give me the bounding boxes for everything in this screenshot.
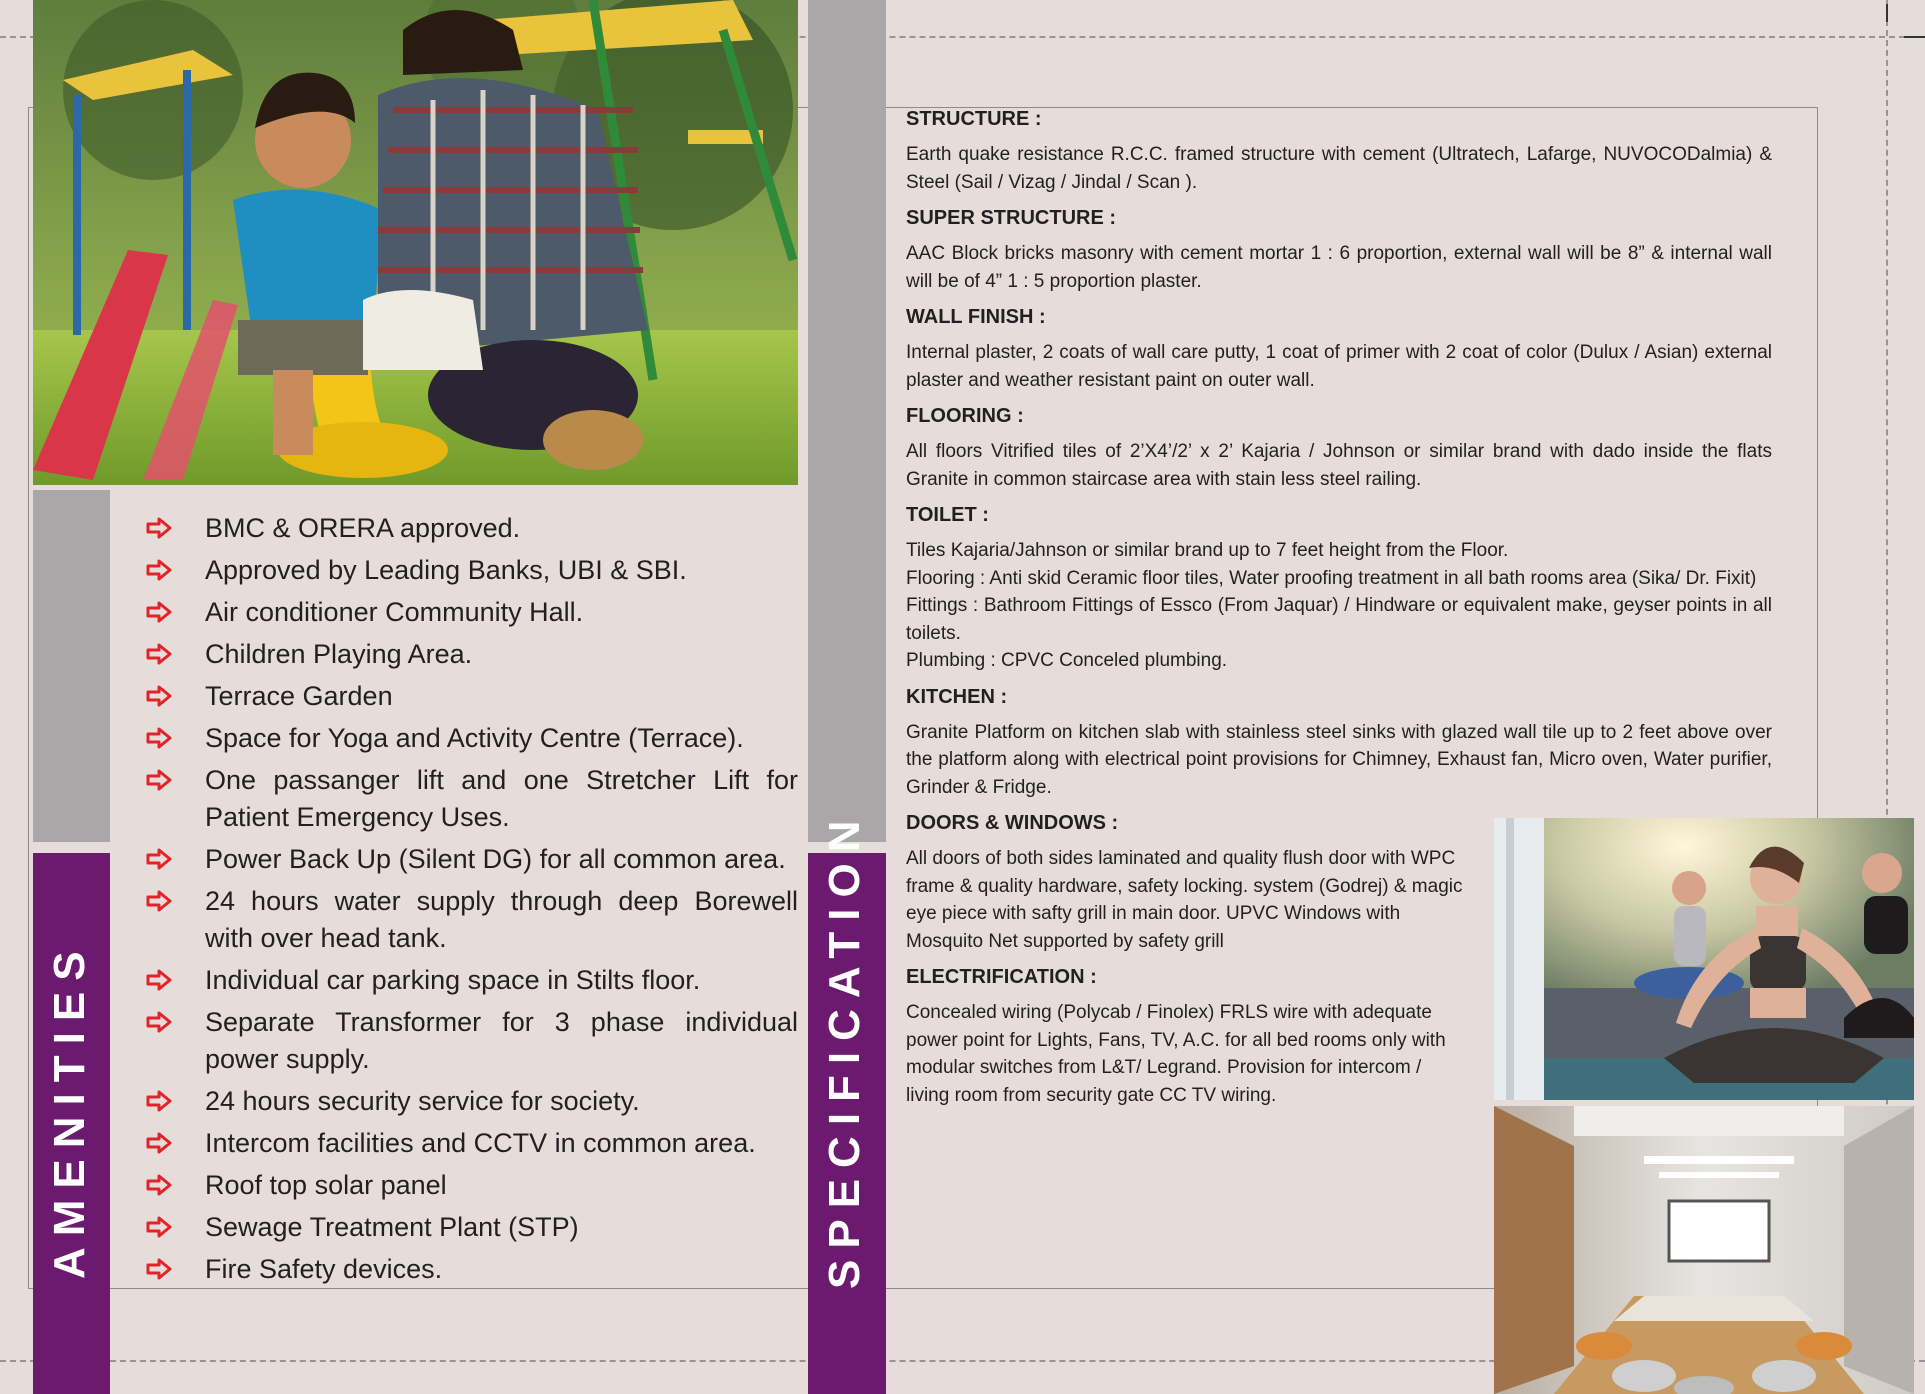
- amenity-item: [142, 552, 798, 589]
- spec-toilet-fittings: Fittings : Bathroom Fittings of Essco (From Jaquar) / Hindware or equivalent make, geyser points in all toilets.: [906, 595, 1772, 644]
- spec-kitchen-heading: KITCHEN :: [906, 685, 1008, 708]
- amenity-item: [142, 510, 798, 547]
- arrow-right-outline-icon: [146, 727, 172, 749]
- amenity-text: 24 hours security service for society.: [205, 1086, 640, 1116]
- spec-wall-finish: [906, 304, 1772, 394]
- arrow-right-outline-icon: [146, 1258, 172, 1280]
- spec-toilet-flooring: Flooring : Anti skid Ceramic floor tiles, Water proofing treatment in all bath rooms area (Sika/ Dr. Fixit): [906, 567, 1757, 589]
- arrow-right-outline-icon: [146, 1132, 172, 1154]
- spec-kitchen-body: Granite Platform on kitchen slab with stainless steel sinks with glazed wall tile up to 2 feet above over the platform along with electrical point provisions for Chimney, Exhaust fan, Micro oven, Water purifier, Grinder & Fridge.: [906, 721, 1772, 798]
- specification-purple-bar: [808, 809, 886, 1394]
- amenity-item: [142, 594, 798, 631]
- arrow-right-outline-icon: [146, 1090, 172, 1112]
- amenity-item: [142, 1083, 798, 1120]
- amenity-item: [142, 1167, 798, 1204]
- crop-mark-top-right: [1886, 4, 1888, 22]
- crop-mark-right: [1904, 36, 1925, 38]
- arrow-right-outline-icon: [146, 601, 172, 623]
- arrow-right-outline-icon: [146, 890, 172, 912]
- spec-electrification-body: Concealed wiring (Polycab / Finolex) FRLS wire with adequate power point for Lights, Fans, TV, A.C. for all bed rooms only with modular switches from L&T/ Legrand. Provision for intercom / living room from security gate CC TV wiring.: [906, 1002, 1446, 1106]
- spec-super-structure-heading: SUPER STRUCTURE :: [906, 207, 1117, 229]
- spec-super-structure: [906, 205, 1772, 295]
- spec-doors-windows-body: All doors of both sides laminated and quality flush door with WPC frame & quality hardware, safety locking. system (Godrej) & magic eye piece with safty grill in main door. UPVC Windows with Mosquito Net supported by safety grill: [906, 848, 1463, 952]
- specification-gray-bar: [808, 0, 886, 842]
- spec-flooring-body: All floors Vitrified tiles of 2’X4’/2’ x 2’ Kajaria / Johnson or similar brand with dado inside the flats Granite in common staircase area with stain less steel railing.: [906, 441, 1772, 490]
- amenity-item: [142, 1004, 798, 1078]
- spec-toilet-body: [906, 537, 1772, 675]
- amenity-text: Air conditioner Community Hall.: [205, 597, 584, 627]
- spec-toilet-heading: TOILET :: [906, 504, 989, 526]
- spec-wall-finish-heading: WALL FINISH :: [906, 306, 1046, 328]
- amenities-purple-bar: [33, 853, 110, 1394]
- conference-room-photo: [1494, 1106, 1914, 1394]
- yoga-class-photo: [1494, 818, 1914, 1100]
- spec-toilet: [906, 502, 1772, 675]
- arrow-right-outline-icon: [146, 1216, 172, 1238]
- amenity-text: Terrace Garden: [205, 681, 393, 711]
- amenities-vertical-label: AMENITIES: [45, 940, 94, 1279]
- amenity-item: [142, 1209, 798, 1246]
- arrow-right-outline-icon: [146, 643, 172, 665]
- spec-toilet-tiles: Tiles Kajaria/Jahnson or similar brand up to 7 feet height from the Floor.: [906, 540, 1509, 561]
- spec-flooring: [906, 403, 1772, 493]
- amenity-item: [142, 1125, 798, 1162]
- spec-electrification-heading: ELECTRIFICATION :: [906, 966, 1097, 988]
- amenity-item: [142, 636, 798, 673]
- spec-kitchen: [906, 684, 1772, 802]
- amenity-text: Sewage Treatment Plant (STP): [205, 1212, 579, 1242]
- amenity-text: 24 hours water supply through deep Borewell with over head tank.: [205, 886, 798, 953]
- amenity-item: [142, 962, 798, 999]
- amenity-text: Power Back Up (Silent DG) for all common area.: [205, 844, 786, 874]
- spec-structure-body: Earth quake resistance R.C.C. framed structure with cement (Ultratech, Lafarge, NUVOCODalmia) & Steel (Sail / Vizag / Jindal / Scan ).: [906, 144, 1772, 193]
- arrow-right-outline-icon: [146, 559, 172, 581]
- amenity-text: Space for Yoga and Activity Centre (Terrace).: [205, 723, 744, 753]
- amenity-text: Fire Safety devices.: [205, 1254, 443, 1284]
- amenity-text: Intercom facilities and CCTV in common area.: [205, 1128, 756, 1158]
- spec-super-structure-body: AAC Block bricks masonry with cement mortar 1 : 6 proportion, external wall will be 8” & internal wall will be of 4” 1 : 5 proportion plaster.: [906, 243, 1772, 292]
- amenity-item: [142, 762, 798, 836]
- amenity-text: Separate Transformer for 3 phase individual power supply.: [205, 1007, 798, 1074]
- spec-structure-heading: STRUCTURE :: [906, 108, 1042, 130]
- arrow-right-outline-icon: [146, 848, 172, 870]
- arrow-right-outline-icon: [146, 1174, 172, 1196]
- amenity-item: [142, 883, 798, 957]
- amenity-item: [142, 841, 798, 878]
- spec-flooring-heading: FLOORING :: [906, 405, 1024, 427]
- amenity-item: [142, 678, 798, 715]
- spec-toilet-plumbing: Plumbing : CPVC Conceled plumbing.: [906, 650, 1228, 671]
- amenity-text: One passanger lift and one Stretcher Lift for Patient Emergency Uses.: [205, 765, 798, 832]
- amenity-item: [142, 720, 798, 757]
- children-playground-photo: [33, 0, 798, 485]
- amenity-text: Individual car parking space in Stilts floor.: [205, 965, 701, 995]
- arrow-right-outline-icon: [146, 769, 172, 791]
- amenity-text: Roof top solar panel: [205, 1170, 447, 1200]
- arrow-right-outline-icon: [146, 969, 172, 991]
- arrow-right-outline-icon: [146, 685, 172, 707]
- amenity-text: Approved by Leading Banks, UBI & SBI.: [205, 555, 687, 585]
- arrow-right-outline-icon: [146, 517, 172, 539]
- arrow-right-outline-icon: [146, 1011, 172, 1033]
- amenities-list: [142, 510, 798, 1293]
- amenity-item: [142, 1251, 798, 1288]
- spec-wall-finish-body: Internal plaster, 2 coats of wall care putty, 1 coat of primer with 2 coat of color (Dulux / Asian) external plaster and weather resistant paint on outer wall.: [906, 342, 1772, 391]
- amenity-text: Children Playing Area.: [205, 639, 473, 669]
- spec-doors-windows-heading: DOORS & WINDOWS :: [906, 812, 1119, 834]
- amenities-gray-bar: [33, 490, 110, 842]
- specification-vertical-label: SPECIFICATION: [820, 809, 869, 1289]
- spec-structure: [906, 106, 1772, 196]
- amenity-text: BMC & ORERA approved.: [205, 513, 521, 543]
